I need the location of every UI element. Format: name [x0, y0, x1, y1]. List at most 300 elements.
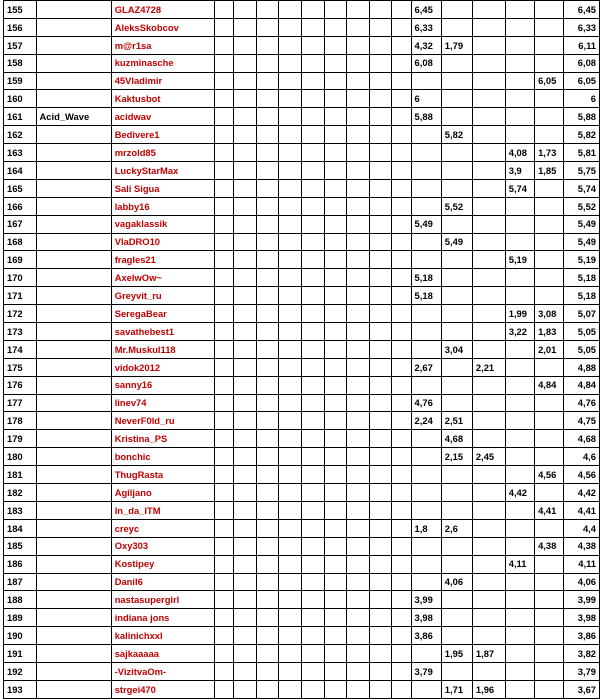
empty-cell [256, 340, 279, 358]
score-cell-e [535, 519, 564, 537]
player-name-cell: AleksSkobcov [111, 18, 214, 36]
score-cell-c [472, 54, 505, 72]
score-cell-b: 2,51 [441, 412, 472, 430]
score-cell-b [441, 305, 472, 323]
empty-cell [214, 555, 233, 573]
total-cell: 4,68 [563, 430, 599, 448]
score-cell-e [535, 215, 564, 233]
team-cell [36, 537, 111, 555]
empty-cell [256, 72, 279, 90]
score-cell-c [472, 484, 505, 502]
player-name-cell: fragles21 [111, 251, 214, 269]
empty-cell [214, 197, 233, 215]
empty-cell [279, 412, 302, 430]
score-cell-c [472, 305, 505, 323]
score-cell-a: 6,45 [411, 1, 441, 19]
empty-cell [301, 537, 324, 555]
score-cell-b [441, 591, 472, 609]
empty-cell [214, 233, 233, 251]
empty-cell [347, 591, 370, 609]
player-name-cell: GLAZ4728 [111, 1, 214, 19]
score-cell-b [441, 1, 472, 19]
empty-cell [347, 323, 370, 341]
empty-cell [234, 54, 257, 72]
empty-cell [369, 358, 392, 376]
empty-cell [392, 358, 411, 376]
player-name-cell: Oxy303 [111, 537, 214, 555]
table-row [4, 36, 600, 54]
total-cell: 3,99 [563, 591, 599, 609]
empty-cell [301, 287, 324, 305]
empty-cell [279, 126, 302, 144]
score-cell-a: 2,67 [411, 358, 441, 376]
empty-cell [369, 269, 392, 287]
score-cell-e: 2,01 [535, 340, 564, 358]
empty-cell [214, 358, 233, 376]
empty-cell [279, 609, 302, 627]
empty-cell [347, 36, 370, 54]
empty-cell [347, 197, 370, 215]
empty-cell [324, 519, 347, 537]
empty-cell [256, 376, 279, 394]
score-cell-d [505, 215, 534, 233]
team-cell [36, 179, 111, 197]
empty-cell [301, 251, 324, 269]
empty-cell [347, 126, 370, 144]
empty-cell [301, 1, 324, 19]
empty-cell [301, 54, 324, 72]
empty-cell [234, 233, 257, 251]
score-cell-d: 3,22 [505, 323, 534, 341]
empty-cell [279, 501, 302, 519]
empty-cell [392, 179, 411, 197]
rank-cell: 161 [4, 108, 37, 126]
score-cell-e [535, 609, 564, 627]
empty-cell [214, 394, 233, 412]
score-cell-e [535, 287, 564, 305]
total-cell: 5,19 [563, 251, 599, 269]
total-cell: 5,74 [563, 179, 599, 197]
empty-cell [392, 412, 411, 430]
rank-cell: 162 [4, 126, 37, 144]
empty-cell [347, 609, 370, 627]
empty-cell [214, 1, 233, 19]
table-row [4, 645, 600, 663]
empty-cell [369, 376, 392, 394]
team-cell [36, 197, 111, 215]
score-cell-c [472, 340, 505, 358]
score-cell-a: 2,24 [411, 412, 441, 430]
empty-cell [256, 36, 279, 54]
empty-cell [392, 627, 411, 645]
total-cell: 6,11 [563, 36, 599, 54]
empty-cell [392, 144, 411, 162]
rank-cell: 179 [4, 430, 37, 448]
empty-cell [256, 430, 279, 448]
rank-cell: 167 [4, 215, 37, 233]
empty-cell [279, 1, 302, 19]
score-cell-b [441, 162, 472, 180]
table-row [4, 251, 600, 269]
player-name-cell: Kaktusbot [111, 90, 214, 108]
score-cell-d [505, 376, 534, 394]
empty-cell [301, 412, 324, 430]
table-row [4, 609, 600, 627]
empty-cell [256, 233, 279, 251]
rank-cell: 168 [4, 233, 37, 251]
team-cell [36, 448, 111, 466]
score-cell-b [441, 484, 472, 502]
table-row [4, 287, 600, 305]
score-cell-b [441, 215, 472, 233]
empty-cell [347, 466, 370, 484]
empty-cell [301, 448, 324, 466]
empty-cell [256, 412, 279, 430]
empty-cell [234, 573, 257, 591]
empty-cell [347, 358, 370, 376]
empty-cell [256, 627, 279, 645]
score-cell-e: 4,38 [535, 537, 564, 555]
empty-cell [347, 233, 370, 251]
empty-cell [256, 215, 279, 233]
rank-cell: 178 [4, 412, 37, 430]
score-cell-a [411, 537, 441, 555]
empty-cell [369, 394, 392, 412]
score-cell-a: 4,32 [411, 36, 441, 54]
score-cell-e [535, 251, 564, 269]
empty-cell [301, 591, 324, 609]
empty-cell [279, 36, 302, 54]
empty-cell [369, 645, 392, 663]
team-cell [36, 233, 111, 251]
score-cell-a [411, 251, 441, 269]
table-row [4, 90, 600, 108]
player-name-cell: savathebest1 [111, 323, 214, 341]
empty-cell [256, 144, 279, 162]
total-cell: 6,45 [563, 1, 599, 19]
empty-cell [392, 162, 411, 180]
rank-cell: 158 [4, 54, 37, 72]
empty-cell [369, 430, 392, 448]
score-cell-b: 4,06 [441, 573, 472, 591]
empty-cell [214, 430, 233, 448]
empty-cell [279, 466, 302, 484]
empty-cell [369, 197, 392, 215]
player-name-cell: kuzminasche [111, 54, 214, 72]
empty-cell [347, 573, 370, 591]
empty-cell [234, 269, 257, 287]
empty-cell [256, 179, 279, 197]
score-cell-c [472, 269, 505, 287]
score-cell-a: 5,88 [411, 108, 441, 126]
total-cell: 4,88 [563, 358, 599, 376]
empty-cell [279, 162, 302, 180]
empty-cell [347, 645, 370, 663]
score-cell-c [472, 18, 505, 36]
team-cell [36, 609, 111, 627]
table-row [4, 376, 600, 394]
score-cell-d [505, 501, 534, 519]
table-row [4, 323, 600, 341]
score-cell-d [505, 412, 534, 430]
empty-cell [256, 287, 279, 305]
score-cell-a: 5,18 [411, 269, 441, 287]
empty-cell [214, 251, 233, 269]
empty-cell [234, 501, 257, 519]
score-cell-c [472, 108, 505, 126]
table-row [4, 501, 600, 519]
rank-cell: 163 [4, 144, 37, 162]
empty-cell [214, 305, 233, 323]
empty-cell [256, 394, 279, 412]
total-cell: 5,05 [563, 340, 599, 358]
empty-cell [369, 54, 392, 72]
empty-cell [279, 573, 302, 591]
player-name-cell: sajkaaaaa [111, 645, 214, 663]
rank-cell: 166 [4, 197, 37, 215]
empty-cell [214, 144, 233, 162]
empty-cell [324, 305, 347, 323]
empty-cell [279, 519, 302, 537]
score-cell-c [472, 36, 505, 54]
score-cell-d [505, 269, 534, 287]
empty-cell [301, 394, 324, 412]
empty-cell [392, 305, 411, 323]
empty-cell [392, 609, 411, 627]
table-row [4, 144, 600, 162]
empty-cell [234, 36, 257, 54]
table-row [4, 215, 600, 233]
empty-cell [324, 144, 347, 162]
table-row [4, 18, 600, 36]
empty-cell [279, 627, 302, 645]
empty-cell [324, 609, 347, 627]
score-cell-d [505, 197, 534, 215]
empty-cell [324, 287, 347, 305]
score-cell-c [472, 251, 505, 269]
empty-cell [301, 501, 324, 519]
empty-cell [279, 305, 302, 323]
empty-cell [256, 1, 279, 19]
score-cell-e [535, 645, 564, 663]
team-cell [36, 126, 111, 144]
table-row [4, 394, 600, 412]
empty-cell [301, 340, 324, 358]
total-cell: 4,4 [563, 519, 599, 537]
team-cell [36, 645, 111, 663]
score-cell-a: 3,79 [411, 662, 441, 680]
empty-cell [324, 645, 347, 663]
score-cell-d [505, 126, 534, 144]
score-cell-c [472, 394, 505, 412]
empty-cell [347, 394, 370, 412]
empty-cell [279, 537, 302, 555]
score-cell-c [472, 519, 505, 537]
empty-cell [392, 269, 411, 287]
total-cell: 6,05 [563, 72, 599, 90]
score-cell-b [441, 662, 472, 680]
score-cell-e [535, 36, 564, 54]
empty-cell [214, 466, 233, 484]
rank-cell: 171 [4, 287, 37, 305]
table-row [4, 126, 600, 144]
empty-cell [234, 126, 257, 144]
empty-cell [392, 323, 411, 341]
score-cell-a [411, 573, 441, 591]
empty-cell [392, 448, 411, 466]
player-name-cell: Sali Sigua [111, 179, 214, 197]
score-cell-a [411, 162, 441, 180]
empty-cell [256, 537, 279, 555]
score-cell-d [505, 36, 534, 54]
empty-cell [324, 412, 347, 430]
team-cell [36, 555, 111, 573]
empty-cell [301, 90, 324, 108]
score-cell-d: 3,9 [505, 162, 534, 180]
team-cell [36, 573, 111, 591]
score-cell-e [535, 484, 564, 502]
rank-cell: 181 [4, 466, 37, 484]
empty-cell [234, 430, 257, 448]
empty-cell [324, 162, 347, 180]
empty-cell [347, 215, 370, 233]
empty-cell [324, 179, 347, 197]
empty-cell [214, 591, 233, 609]
player-name-cell: bonchic [111, 448, 214, 466]
empty-cell [347, 269, 370, 287]
score-cell-d: 1,99 [505, 305, 534, 323]
score-cell-b [441, 251, 472, 269]
empty-cell [279, 323, 302, 341]
empty-cell [214, 215, 233, 233]
score-cell-a [411, 126, 441, 144]
empty-cell [301, 627, 324, 645]
empty-cell [234, 323, 257, 341]
team-cell [36, 430, 111, 448]
score-cell-b [441, 54, 472, 72]
empty-cell [324, 36, 347, 54]
empty-cell [324, 448, 347, 466]
empty-cell [369, 144, 392, 162]
empty-cell [369, 18, 392, 36]
score-cell-a [411, 72, 441, 90]
empty-cell [369, 323, 392, 341]
total-cell: 6 [563, 90, 599, 108]
empty-cell [301, 662, 324, 680]
table-row [4, 108, 600, 126]
empty-cell [324, 680, 347, 698]
player-name-cell: Kristina_PS [111, 430, 214, 448]
empty-cell [392, 573, 411, 591]
score-cell-b [441, 90, 472, 108]
score-cell-b: 5,82 [441, 126, 472, 144]
empty-cell [324, 54, 347, 72]
score-cell-a [411, 466, 441, 484]
total-cell: 6,33 [563, 18, 599, 36]
team-cell [36, 323, 111, 341]
total-cell: 5,52 [563, 197, 599, 215]
total-cell: 4,75 [563, 412, 599, 430]
empty-cell [256, 18, 279, 36]
empty-cell [324, 197, 347, 215]
team-cell [36, 466, 111, 484]
score-cell-a: 3,98 [411, 609, 441, 627]
player-name-cell: vidok2012 [111, 358, 214, 376]
player-name-cell: Mr.Muskul118 [111, 340, 214, 358]
rank-cell: 156 [4, 18, 37, 36]
empty-cell [279, 179, 302, 197]
empty-cell [234, 519, 257, 537]
score-cell-b [441, 269, 472, 287]
empty-cell [279, 376, 302, 394]
score-cell-c [472, 90, 505, 108]
table-row [4, 233, 600, 251]
table-row [4, 269, 600, 287]
empty-cell [301, 555, 324, 573]
score-cell-d [505, 627, 534, 645]
total-cell: 3,67 [563, 680, 599, 698]
rank-cell: 190 [4, 627, 37, 645]
score-cell-a [411, 430, 441, 448]
empty-cell [324, 90, 347, 108]
empty-cell [347, 251, 370, 269]
empty-cell [392, 54, 411, 72]
score-cell-e [535, 233, 564, 251]
empty-cell [392, 591, 411, 609]
empty-cell [279, 680, 302, 698]
empty-cell [369, 108, 392, 126]
score-cell-b [441, 287, 472, 305]
empty-cell [347, 627, 370, 645]
empty-cell [301, 645, 324, 663]
score-cell-a: 6,08 [411, 54, 441, 72]
score-cell-e [535, 179, 564, 197]
table-row [4, 305, 600, 323]
empty-cell [234, 179, 257, 197]
empty-cell [234, 448, 257, 466]
empty-cell [301, 680, 324, 698]
empty-cell [214, 501, 233, 519]
total-cell: 3,82 [563, 645, 599, 663]
empty-cell [369, 484, 392, 502]
player-name-cell: indiana jons [111, 609, 214, 627]
score-cell-b: 1,95 [441, 645, 472, 663]
empty-cell [234, 662, 257, 680]
empty-cell [256, 126, 279, 144]
empty-cell [214, 108, 233, 126]
team-cell [36, 412, 111, 430]
player-name-cell: m@r1sa [111, 36, 214, 54]
score-cell-b [441, 323, 472, 341]
empty-cell [214, 662, 233, 680]
score-cell-d [505, 680, 534, 698]
team-cell [36, 305, 111, 323]
empty-cell [256, 251, 279, 269]
empty-cell [214, 519, 233, 537]
empty-cell [347, 162, 370, 180]
empty-cell [369, 519, 392, 537]
score-cell-a [411, 305, 441, 323]
empty-cell [214, 484, 233, 502]
empty-cell [392, 680, 411, 698]
score-cell-e [535, 358, 564, 376]
score-cell-a [411, 323, 441, 341]
player-name-cell: mrzold85 [111, 144, 214, 162]
empty-cell [279, 233, 302, 251]
empty-cell [214, 269, 233, 287]
rank-cell: 182 [4, 484, 37, 502]
empty-cell [369, 591, 392, 609]
